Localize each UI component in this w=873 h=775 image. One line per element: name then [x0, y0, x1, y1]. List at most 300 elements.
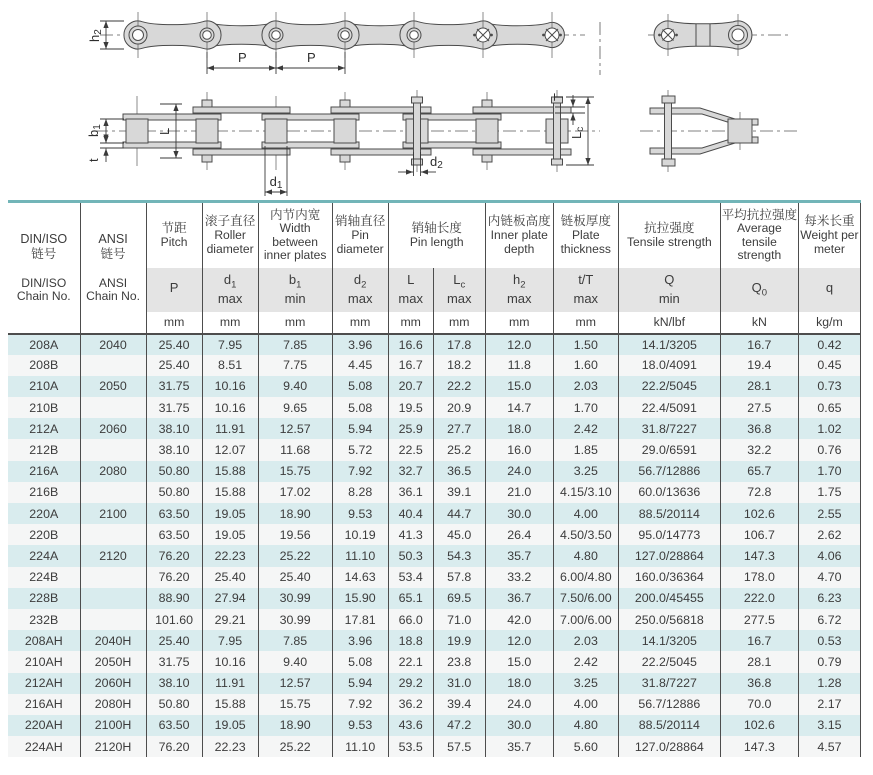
table-cell: 2120H	[80, 736, 146, 757]
col-header-pitch: 节距 Pitch	[146, 202, 202, 268]
table-cell: 208B	[8, 355, 80, 376]
table-cell: 2100H	[80, 715, 146, 736]
table-cell: 15.0	[485, 651, 553, 672]
table-cell: 22.4/5091	[618, 397, 720, 418]
table-cell: 127.0/28864	[618, 545, 720, 566]
table-cell: 18.0	[485, 418, 553, 439]
table-cell: 22.2	[433, 376, 485, 397]
unit-cell: mm	[553, 312, 618, 334]
unit-cell: mm	[433, 312, 485, 334]
svg-text:d1: d1	[269, 174, 283, 191]
svg-text:d2: d2	[430, 154, 443, 171]
table-cell: 212A	[8, 418, 80, 439]
table-cell: 27.5	[720, 397, 798, 418]
col-header-roller-diameter: 滚子直径 Roller diameter	[202, 202, 258, 268]
table-cell: 224B	[8, 567, 80, 588]
table-cell: 31.8/7227	[618, 673, 720, 694]
table-cell: 44.7	[433, 503, 485, 524]
table-cell	[80, 355, 146, 376]
table-cell: 8.28	[332, 482, 388, 503]
svg-text:P: P	[238, 50, 247, 65]
table-cell: 57.5	[433, 736, 485, 757]
table-cell: 15.90	[332, 588, 388, 609]
chain-plan-view	[86, 90, 600, 196]
table-cell: 2.55	[798, 503, 860, 524]
table-cell: 224A	[8, 545, 80, 566]
table-row	[8, 609, 861, 630]
table-cell: 2120	[80, 545, 146, 566]
table-cell: 14.7	[485, 397, 553, 418]
table-cell: 210AH	[8, 651, 80, 672]
table-cell: 16.7	[720, 334, 798, 355]
table-cell: 95.0/14773	[618, 524, 720, 545]
table-cell: 3.25	[553, 461, 618, 482]
table-cell: 2050	[80, 376, 146, 397]
col-header-tensile-strength: 抗拉强度 Tensile strength	[618, 202, 720, 268]
table-cell: 32.2	[720, 439, 798, 460]
table-cell: 65.1	[388, 588, 433, 609]
table-cell: 36.7	[485, 588, 553, 609]
table-row	[8, 355, 861, 376]
table-cell: 21.0	[485, 482, 553, 503]
dim-t	[86, 134, 124, 162]
table-cell: 25.22	[258, 545, 332, 566]
table-cell: 216A	[8, 461, 80, 482]
table-cell: 6.00/4.80	[553, 567, 618, 588]
table-cell: 24.0	[485, 461, 553, 482]
table-cell: 88.5/20114	[618, 715, 720, 736]
table-cell: 277.5	[720, 609, 798, 630]
table-cell: 22.5	[388, 439, 433, 460]
table-cell: 15.75	[258, 694, 332, 715]
table-cell: 9.53	[332, 715, 388, 736]
table-cell: 19.05	[202, 503, 258, 524]
table-cell: 30.0	[485, 503, 553, 524]
table-cell: 22.23	[202, 545, 258, 566]
table-cell: 1.60	[553, 355, 618, 376]
table-cell: 220A	[8, 503, 80, 524]
table-cell: 2.03	[553, 630, 618, 651]
table-cell: 36.8	[720, 673, 798, 694]
table-cell: 232B	[8, 609, 80, 630]
table-cell: 63.50	[146, 715, 202, 736]
connecting-link-side-view	[648, 14, 790, 56]
unit-cell: kN/lbf	[618, 312, 720, 334]
table-cell: 127.0/28864	[618, 736, 720, 757]
table-cell: 4.15/3.10	[553, 482, 618, 503]
table-cell: 11.8	[485, 355, 553, 376]
table-cell: 60.0/13636	[618, 482, 720, 503]
table-cell: 2.17	[798, 694, 860, 715]
unit-cell: mm	[485, 312, 553, 334]
table-cell: 16.7	[720, 630, 798, 651]
table-row	[8, 545, 861, 566]
table-cell: 0.65	[798, 397, 860, 418]
table-cell: 23.8	[433, 651, 485, 672]
table-row	[8, 418, 861, 439]
table-cell: 5.94	[332, 418, 388, 439]
col-header-average-tensile-strength: 平均抗拉强度 Average tensile strength	[720, 202, 798, 268]
table-cell: 88.5/20114	[618, 503, 720, 524]
table-cell: 220AH	[8, 715, 80, 736]
table-cell: 2.42	[553, 651, 618, 672]
table-cell: 7.95	[202, 630, 258, 651]
table-cell: 18.8	[388, 630, 433, 651]
table-cell: 53.5	[388, 736, 433, 757]
table-cell: 0.42	[798, 334, 860, 355]
table-cell: 101.60	[146, 609, 202, 630]
table-cell: 220B	[8, 524, 80, 545]
symbol-P: P	[146, 268, 202, 312]
table-cell: 22.2/5045	[618, 651, 720, 672]
table-cell: 31.8/7227	[618, 418, 720, 439]
symbol-b1: $b_1$ min	[258, 268, 332, 312]
table-cell: 200.0/45455	[618, 588, 720, 609]
symbol-q: q	[798, 268, 860, 312]
table-cell: 228B	[8, 588, 80, 609]
table-cell: 1.50	[553, 334, 618, 355]
col-header-pin-length: 销轴长度 Pin length	[388, 202, 485, 268]
symbol-Q: Q min	[618, 268, 720, 312]
table-cell	[80, 588, 146, 609]
table-row	[8, 334, 861, 355]
table-cell: 71.0	[433, 609, 485, 630]
table-cell: 9.65	[258, 397, 332, 418]
table-cell: 70.0	[720, 694, 798, 715]
table-cell: 5.08	[332, 397, 388, 418]
table-cell	[80, 439, 146, 460]
table-cell	[80, 567, 146, 588]
table-cell: 39.4	[433, 694, 485, 715]
table-cell: 1.70	[553, 397, 618, 418]
table-cell: 31.75	[146, 376, 202, 397]
dim-d2	[398, 152, 443, 176]
table-cell: 22.23	[202, 736, 258, 757]
table-row	[8, 503, 861, 524]
table-cell: 5.94	[332, 673, 388, 694]
table-cell: 35.7	[485, 736, 553, 757]
unit-cell: kg/m	[798, 312, 860, 334]
table-cell: 18.0/4091	[618, 355, 720, 376]
table-cell: 69.5	[433, 588, 485, 609]
table-cell: 147.3	[720, 545, 798, 566]
table-cell: 4.06	[798, 545, 860, 566]
col-header-din-iso: DIN/ISO 链号 DIN/ISO Chain No.	[8, 202, 80, 334]
table-row	[8, 397, 861, 418]
table-cell: 76.20	[146, 736, 202, 757]
table-cell: 47.2	[433, 715, 485, 736]
symbol-Q0: $Q_0$	[720, 268, 798, 312]
table-cell: 2.03	[553, 376, 618, 397]
table-cell: 4.57	[798, 736, 860, 757]
table-cell: 31.75	[146, 397, 202, 418]
table-cell: 14.1/3205	[618, 334, 720, 355]
table-cell: 216B	[8, 482, 80, 503]
table-cell: 3.96	[332, 334, 388, 355]
table-cell: 27.7	[433, 418, 485, 439]
table-cell	[80, 397, 146, 418]
table-cell: 38.10	[146, 673, 202, 694]
unit-cell: kN	[720, 312, 798, 334]
table-cell	[80, 482, 146, 503]
table-cell: 19.5	[388, 397, 433, 418]
table-cell: 25.2	[433, 439, 485, 460]
table-cell: 56.7/12886	[618, 461, 720, 482]
table-row	[8, 482, 861, 503]
table-cell: 36.5	[433, 461, 485, 482]
table-cell: 50.3	[388, 545, 433, 566]
table-cell: 29.21	[202, 609, 258, 630]
table-cell: 7.92	[332, 694, 388, 715]
table-cell: 7.95	[202, 334, 258, 355]
table-cell: 56.7/12886	[618, 694, 720, 715]
table-cell: 10.16	[202, 397, 258, 418]
svg-text:T: T	[551, 93, 566, 101]
table-cell: 25.9	[388, 418, 433, 439]
table-cell: 2040	[80, 334, 146, 355]
table-cell: 22.1	[388, 651, 433, 672]
table-cell: 12.0	[485, 630, 553, 651]
unit-cell: mm	[332, 312, 388, 334]
table-cell: 0.45	[798, 355, 860, 376]
svg-text:h2: h2	[87, 29, 104, 42]
table-cell: 19.56	[258, 524, 332, 545]
table-cell: 25.40	[258, 567, 332, 588]
table-cell: 63.50	[146, 503, 202, 524]
table-cell: 212B	[8, 439, 80, 460]
table-cell: 25.40	[202, 567, 258, 588]
table-cell: 29.2	[388, 673, 433, 694]
table-cell: 14.1/3205	[618, 630, 720, 651]
table-cell: 1.85	[553, 439, 618, 460]
symbol-Lc: $L_c$ max	[433, 268, 485, 312]
table-cell: 7.85	[258, 630, 332, 651]
table-cell: 18.0	[485, 673, 553, 694]
table-cell: 102.6	[720, 715, 798, 736]
table-row	[8, 439, 861, 460]
table-cell: 7.92	[332, 461, 388, 482]
unit-cell: mm	[202, 312, 258, 334]
table-cell: 15.0	[485, 376, 553, 397]
offset-link-plan-view	[640, 90, 800, 172]
table-cell: 15.88	[202, 694, 258, 715]
table-cell: 0.76	[798, 439, 860, 460]
chain-side-view	[87, 12, 600, 75]
table-cell: 28.1	[720, 651, 798, 672]
table-cell: 72.8	[720, 482, 798, 503]
table-cell: 3.96	[332, 630, 388, 651]
table-cell: 208AH	[8, 630, 80, 651]
table-cell: 7.00/6.00	[553, 609, 618, 630]
table-cell: 178.0	[720, 567, 798, 588]
table-cell: 11.10	[332, 736, 388, 757]
table-cell: 102.6	[720, 503, 798, 524]
table-cell: 25.40	[146, 355, 202, 376]
svg-text:t: t	[86, 158, 101, 162]
table-cell: 15.88	[202, 461, 258, 482]
table-cell: 11.68	[258, 439, 332, 460]
table-cell: 9.40	[258, 376, 332, 397]
table-cell: 25.40	[146, 334, 202, 355]
table-cell: 18.90	[258, 715, 332, 736]
table-cell: 7.85	[258, 334, 332, 355]
table-cell: 38.10	[146, 418, 202, 439]
table-cell: 160.0/36364	[618, 567, 720, 588]
svg-text:b1: b1	[86, 124, 103, 137]
table-row	[8, 673, 861, 694]
table-body	[8, 334, 861, 758]
table-cell: 36.8	[720, 418, 798, 439]
table-cell: 7.50/6.00	[553, 588, 618, 609]
table-cell: 222.0	[720, 588, 798, 609]
symbol-h2: $h_2$ max	[485, 268, 553, 312]
table-row	[8, 630, 861, 651]
table-cell: 30.0	[485, 715, 553, 736]
table-cell: 4.80	[553, 545, 618, 566]
table-cell: 11.91	[202, 418, 258, 439]
symbol-tT: t/T max	[553, 268, 618, 312]
table-cell: 45.0	[433, 524, 485, 545]
table-row	[8, 651, 861, 672]
table-cell: 25.40	[146, 630, 202, 651]
table-cell: 208A	[8, 334, 80, 355]
chain-spec-table	[8, 200, 861, 757]
table-cell: 18.90	[258, 503, 332, 524]
table-cell: 35.7	[485, 545, 553, 566]
table-cell: 11.91	[202, 673, 258, 694]
table-cell: 5.72	[332, 439, 388, 460]
table-cell: 10.16	[202, 376, 258, 397]
table-cell: 16.6	[388, 334, 433, 355]
table-cell: 12.07	[202, 439, 258, 460]
table-cell: 5.60	[553, 736, 618, 757]
table-cell: 2080H	[80, 694, 146, 715]
table-cell: 76.20	[146, 567, 202, 588]
table-cell: 2100	[80, 503, 146, 524]
table-cell: 28.1	[720, 376, 798, 397]
table-cell: 4.45	[332, 355, 388, 376]
table-cell: 50.80	[146, 694, 202, 715]
table-cell: 36.2	[388, 694, 433, 715]
table-cell: 39.1	[433, 482, 485, 503]
dim-pitch	[207, 50, 345, 74]
table-row	[8, 524, 861, 545]
symbol-d1: $d_1$ max	[202, 268, 258, 312]
table-cell: 88.90	[146, 588, 202, 609]
table-cell: 12.57	[258, 418, 332, 439]
table-cell: 31.75	[146, 651, 202, 672]
table-cell: 1.75	[798, 482, 860, 503]
table-cell: 9.40	[258, 651, 332, 672]
unit-cell: mm	[146, 312, 202, 334]
table-cell: 4.00	[553, 694, 618, 715]
table-cell: 4.50/3.50	[553, 524, 618, 545]
col-header-ansi: ANSI 链号 ANSI Chain No.	[80, 202, 146, 334]
table-cell: 42.0	[485, 609, 553, 630]
table-cell: 12.57	[258, 673, 332, 694]
table-cell: 19.9	[433, 630, 485, 651]
table-cell: 20.9	[433, 397, 485, 418]
table-cell: 2060	[80, 418, 146, 439]
table-cell: 38.10	[146, 439, 202, 460]
table-cell: 0.79	[798, 651, 860, 672]
table-cell: 36.1	[388, 482, 433, 503]
table-cell: 7.75	[258, 355, 332, 376]
table-cell: 106.7	[720, 524, 798, 545]
table-cell: 57.8	[433, 567, 485, 588]
table-cell: 32.7	[388, 461, 433, 482]
symbol-L: L max	[388, 268, 433, 312]
table-cell: 250.0/56818	[618, 609, 720, 630]
table-cell: 1.02	[798, 418, 860, 439]
roller-chain-diagram	[0, 0, 873, 198]
table-cell: 17.02	[258, 482, 332, 503]
table-cell: 10.16	[202, 651, 258, 672]
table-cell: 11.10	[332, 545, 388, 566]
svg-text:L: L	[157, 127, 172, 135]
table-cell	[80, 609, 146, 630]
table-row	[8, 588, 861, 609]
table-cell: 19.05	[202, 524, 258, 545]
table-cell: 30.99	[258, 609, 332, 630]
roller	[728, 119, 752, 143]
table-cell: 26.4	[485, 524, 553, 545]
roller-hole-icon	[729, 26, 748, 45]
table-row	[8, 461, 861, 482]
svg-text:Lc: Lc	[569, 126, 586, 139]
table-cell: 212AH	[8, 673, 80, 694]
table-cell: 6.72	[798, 609, 860, 630]
table-cell: 5.08	[332, 376, 388, 397]
svg-text:P: P	[307, 50, 316, 65]
table-cell: 22.2/5045	[618, 376, 720, 397]
table-cell: 9.53	[332, 503, 388, 524]
table-cell: 0.53	[798, 630, 860, 651]
table-cell: 224AH	[8, 736, 80, 757]
table-cell: 8.51	[202, 355, 258, 376]
table-cell: 41.3	[388, 524, 433, 545]
table-cell: 6.23	[798, 588, 860, 609]
col-header-weight-per-meter: 每米长重 Weight per meter	[798, 202, 860, 268]
table-cell: 54.3	[433, 545, 485, 566]
table-cell: 53.4	[388, 567, 433, 588]
table-cell: 30.99	[258, 588, 332, 609]
table-cell: 2060H	[80, 673, 146, 694]
table-cell: 5.08	[332, 651, 388, 672]
table-cell: 3.25	[553, 673, 618, 694]
table-row	[8, 694, 861, 715]
table-cell: 43.6	[388, 715, 433, 736]
col-header-plate-thickness: 链板厚度 Plate thickness	[553, 202, 618, 268]
table-cell: 14.63	[332, 567, 388, 588]
unit-cell: mm	[388, 312, 433, 334]
table-cell: 25.22	[258, 736, 332, 757]
table-cell: 63.50	[146, 524, 202, 545]
table-cell: 40.4	[388, 503, 433, 524]
table-cell: 65.7	[720, 461, 798, 482]
table-cell: 1.28	[798, 673, 860, 694]
col-header-inner-width: 内节内宽 Width between inner plates	[258, 202, 332, 268]
table-cell: 3.15	[798, 715, 860, 736]
table-cell: 216AH	[8, 694, 80, 715]
table-cell: 66.0	[388, 609, 433, 630]
table-cell: 20.7	[388, 376, 433, 397]
table-cell: 17.8	[433, 334, 485, 355]
table-cell: 2.62	[798, 524, 860, 545]
table-cell: 4.00	[553, 503, 618, 524]
table-cell: 15.88	[202, 482, 258, 503]
table-cell: 147.3	[720, 736, 798, 757]
